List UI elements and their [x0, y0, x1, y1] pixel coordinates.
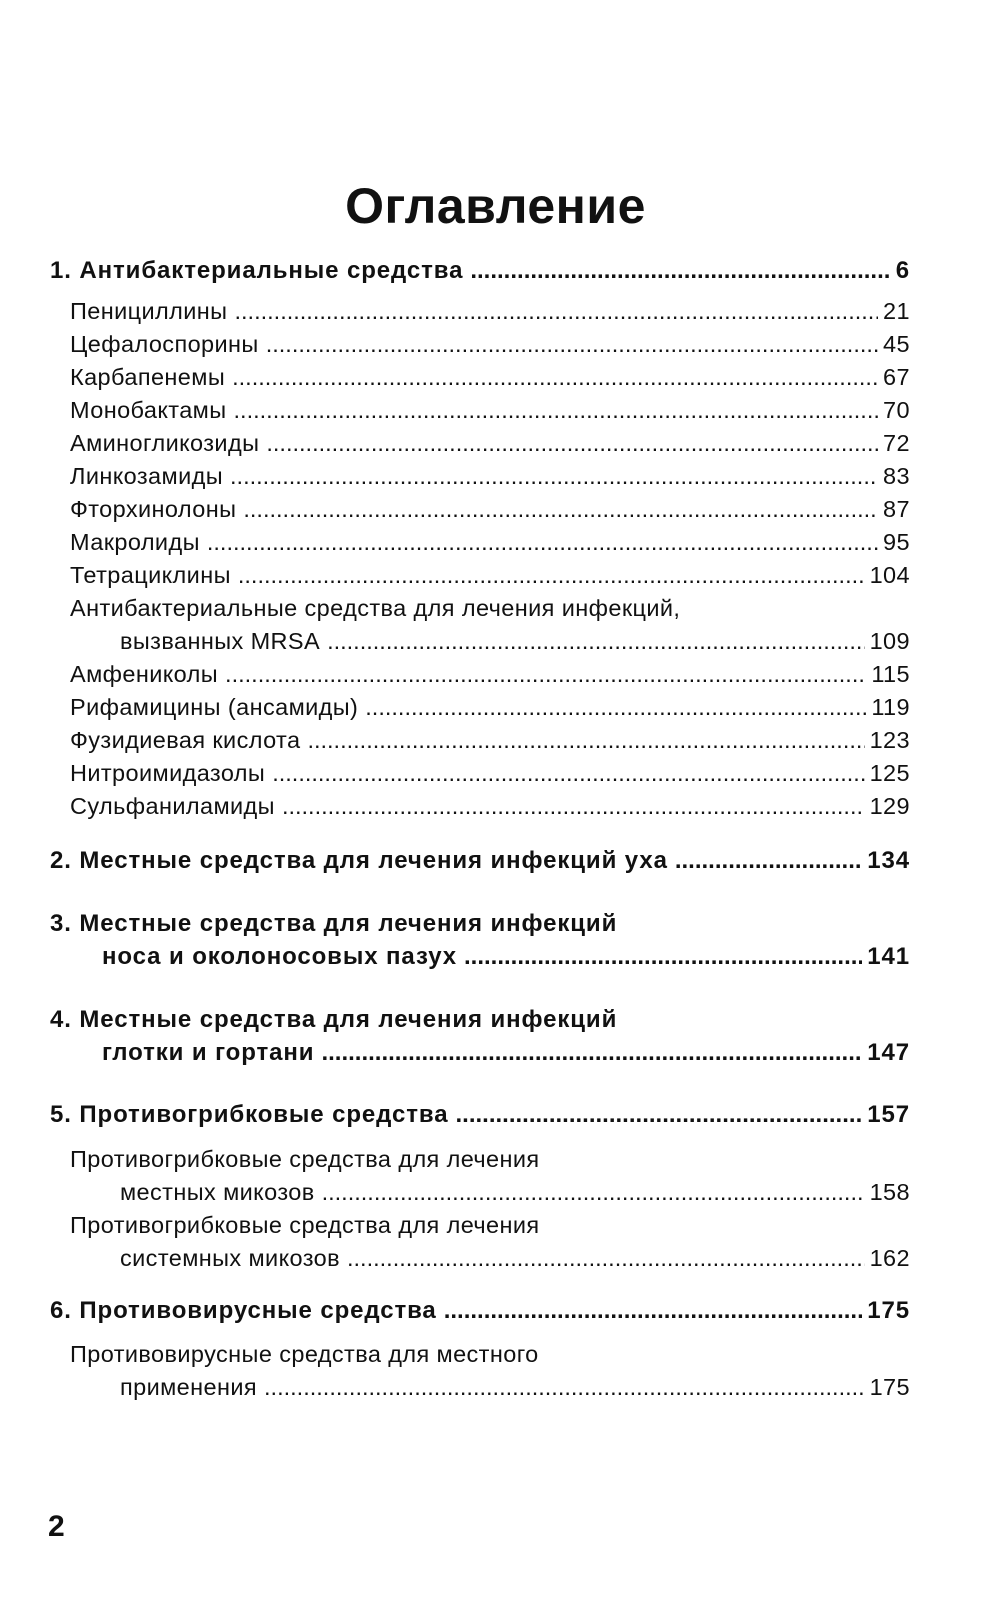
- toc-entry-title: Противогрибковые средства для лечения: [70, 1212, 540, 1238]
- toc-page-number: 175: [869, 1374, 910, 1400]
- toc-entry-title: Рифамицины (ансамиды): [70, 694, 359, 720]
- dot-leader: [264, 1371, 865, 1403]
- dot-leader: [272, 757, 864, 789]
- toc-section-3-line1[interactable]: [50, 908, 910, 940]
- toc-section-title: 2. Местные средства для лечения инфекций уха: [50, 847, 668, 874]
- toc-page-number: 21: [883, 298, 910, 324]
- toc-page-number: 67: [883, 364, 910, 390]
- toc-entry-title: Макролиды: [70, 529, 200, 555]
- toc-entry-title: Сульфаниламиды: [70, 793, 275, 819]
- toc-entry-title: Противогрибковые средства для лечения: [70, 1146, 540, 1172]
- toc-entry-title: Пенициллины: [70, 298, 228, 324]
- dot-leader: [365, 691, 866, 723]
- toc-section-title: 3. Местные средства для лечения инфекций: [50, 910, 618, 937]
- dot-leader: [307, 724, 864, 756]
- dot-leader: [675, 845, 862, 877]
- dot-leader: [464, 941, 862, 973]
- toc-entry-title-continued: вызванных MRSA: [120, 628, 321, 654]
- toc-entry-title: Фузидиевая кислота: [70, 727, 301, 753]
- dot-leader: [234, 295, 878, 327]
- dot-leader: [232, 361, 878, 393]
- toc-entry-line1[interactable]: [50, 1209, 910, 1241]
- toc-entry[interactable]: [50, 493, 910, 525]
- toc-entry-title: Монобактамы: [70, 397, 227, 423]
- toc-section-title-continued: глотки и гортани: [102, 1039, 315, 1066]
- toc-page-number: 129: [869, 793, 910, 819]
- dot-leader: [238, 559, 865, 591]
- dot-leader: [444, 1295, 863, 1327]
- toc-entry-title: Противовирусные средства для местного: [70, 1341, 539, 1367]
- toc-entry[interactable]: [50, 361, 910, 393]
- toc-section-2[interactable]: [50, 845, 910, 877]
- toc-page-number: 87: [883, 496, 910, 522]
- toc-entry[interactable]: [50, 1371, 910, 1403]
- toc-entry-title: Амфениколы: [70, 661, 219, 687]
- toc-entry[interactable]: [50, 559, 910, 591]
- toc-entry-title-continued: местных микозов: [120, 1179, 315, 1205]
- dot-leader: [243, 493, 878, 525]
- toc-entry[interactable]: [50, 1176, 910, 1208]
- toc-entry[interactable]: [50, 757, 910, 789]
- toc-section-5[interactable]: [50, 1099, 910, 1131]
- toc-entry[interactable]: [50, 790, 910, 822]
- toc-page-number: 147: [867, 1039, 910, 1066]
- dot-leader: [207, 526, 878, 558]
- toc-entry-title: Фторхинолоны: [70, 496, 237, 522]
- toc-entry[interactable]: [50, 394, 910, 426]
- toc-entry[interactable]: [50, 691, 910, 723]
- page-title: Оглавление: [345, 177, 646, 234]
- toc-entry[interactable]: [50, 625, 910, 657]
- toc-entry-title: Аминогликозиды: [70, 430, 260, 456]
- dot-leader: [455, 1099, 862, 1131]
- toc-page-number: 83: [883, 463, 910, 489]
- toc-entry[interactable]: [50, 460, 910, 492]
- toc-page-number: 134: [867, 847, 910, 874]
- toc-entry-title: Линкозамиды: [70, 463, 224, 489]
- toc-page-number: 72: [883, 430, 910, 456]
- toc-entry[interactable]: [50, 658, 910, 690]
- toc-page-number: 158: [869, 1179, 910, 1205]
- toc-page-number: 95: [883, 529, 910, 555]
- dot-leader: [234, 394, 879, 426]
- toc-entry-title: Антибактериальные средства для лечения инфекций,: [70, 595, 681, 621]
- toc-section-4-line1[interactable]: [50, 1004, 910, 1036]
- toc-entry-title: Цефалоспорины: [70, 331, 259, 357]
- toc-section-title: 5. Противогрибковые средства: [50, 1101, 449, 1128]
- toc-section-title: 4. Местные средства для лечения инфекций: [50, 1006, 618, 1033]
- toc-page-number: 70: [883, 397, 910, 423]
- toc-entry-title: Нитроимидазолы: [70, 760, 266, 786]
- toc-section-4[interactable]: [50, 1037, 910, 1069]
- toc-page-number: 123: [869, 727, 910, 753]
- toc-section-1[interactable]: [50, 255, 910, 287]
- toc-page-number: 175: [867, 1297, 910, 1324]
- dot-leader: [347, 1242, 865, 1274]
- toc-entry-line1[interactable]: [50, 1143, 910, 1175]
- toc-entry[interactable]: [50, 1242, 910, 1274]
- toc-page-number: 6: [895, 257, 910, 284]
- toc-entry-line1[interactable]: [50, 592, 910, 624]
- toc-entry[interactable]: [50, 526, 910, 558]
- toc-section-title-continued: носа и околоносовых пазух: [102, 943, 457, 970]
- toc-page-number: 157: [867, 1101, 910, 1128]
- toc-entry[interactable]: [50, 295, 910, 327]
- toc-entry-title: Карбапенемы: [70, 364, 226, 390]
- dot-leader: [470, 255, 890, 287]
- dot-leader: [230, 460, 878, 492]
- toc-page-number: 45: [883, 331, 910, 357]
- toc-section-title: 6. Противовирусные средства: [50, 1297, 437, 1324]
- page-number: 2: [48, 1510, 65, 1543]
- toc-page-number: 125: [869, 760, 910, 786]
- toc-section-title: 1. Антибактериальные средства: [50, 257, 464, 284]
- dot-leader: [266, 328, 878, 360]
- toc-entry-title-continued: применения: [120, 1374, 258, 1400]
- dot-leader: [282, 790, 865, 822]
- dot-leader: [327, 625, 865, 657]
- toc-entry-title: Тетрациклины: [70, 562, 231, 588]
- toc-page-number: 104: [869, 562, 910, 588]
- dot-leader: [266, 427, 878, 459]
- toc-section-6[interactable]: [50, 1295, 910, 1327]
- toc-entry[interactable]: [50, 328, 910, 360]
- dot-leader: [321, 1037, 862, 1069]
- toc-page-number: 115: [871, 661, 910, 687]
- toc-section-3[interactable]: [50, 941, 910, 973]
- toc-entry-line1[interactable]: [50, 1338, 910, 1370]
- toc-page-number: 162: [869, 1245, 910, 1271]
- toc-page-number: 109: [869, 628, 910, 654]
- toc-entry[interactable]: [50, 724, 910, 756]
- toc-page-number: 141: [867, 943, 910, 970]
- dot-leader: [225, 658, 866, 690]
- toc-entry-title-continued: системных микозов: [120, 1245, 340, 1271]
- toc-entry[interactable]: [50, 427, 910, 459]
- dot-leader: [322, 1176, 865, 1208]
- toc-page-number: 119: [871, 694, 910, 720]
